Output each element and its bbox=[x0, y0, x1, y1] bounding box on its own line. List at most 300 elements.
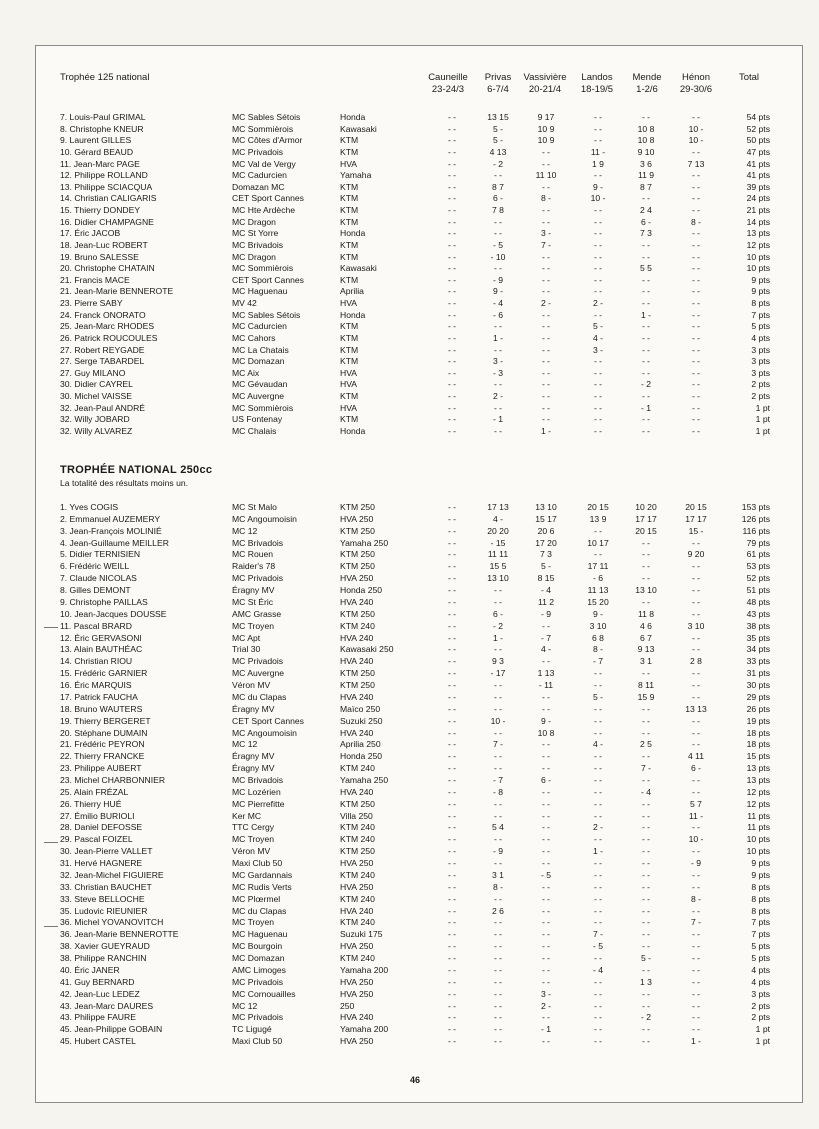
bike-name: Kawasaki 250 bbox=[340, 644, 394, 655]
race-result: 10 - bbox=[688, 123, 704, 134]
race-result: - - bbox=[641, 112, 651, 122]
race-result: 9 20 bbox=[687, 549, 705, 560]
rider-name: 5. Didier TERNISIEN bbox=[60, 549, 141, 560]
race-result: - - bbox=[691, 239, 701, 250]
club-name: MC Bourgoin bbox=[232, 941, 283, 952]
race-result: - - bbox=[593, 402, 603, 413]
race-result: - 7 bbox=[492, 775, 504, 785]
race-result: - - bbox=[493, 1000, 503, 1011]
club-name: MC Apt bbox=[232, 632, 261, 643]
race-result: - - bbox=[641, 703, 651, 714]
total-points: 1 pt bbox=[755, 426, 770, 436]
race-result: - - bbox=[593, 549, 603, 560]
race-result: 7 3 bbox=[540, 549, 552, 560]
total-points: 24 pts bbox=[746, 193, 770, 204]
club-name: TTC Cergy bbox=[232, 822, 275, 833]
club-name: MC Privadois bbox=[232, 1012, 284, 1023]
club-name: MC 12 bbox=[232, 739, 258, 750]
race-result: - - bbox=[691, 263, 701, 274]
bike-name: HVA 240 bbox=[340, 727, 374, 738]
total-points: 2 pts bbox=[751, 379, 770, 390]
club-name: MC Haguenau bbox=[232, 286, 288, 297]
rider-name: 32. Willy JOBARD bbox=[60, 414, 130, 425]
rider-name: 8. Christophe KNEUR bbox=[60, 123, 144, 134]
race-result: - - bbox=[447, 715, 457, 726]
race-result: - - bbox=[641, 810, 651, 821]
race-result: - - bbox=[593, 112, 603, 122]
bike-name: Kawasaki bbox=[340, 123, 377, 134]
race-result: 5 - bbox=[592, 321, 604, 332]
header-date: 23-24/3 bbox=[431, 84, 465, 95]
race-result: - - bbox=[593, 251, 603, 262]
total-points: 15 pts bbox=[746, 751, 770, 762]
club-name: Éragny MV bbox=[232, 751, 275, 762]
race-result: 9 3 bbox=[492, 656, 504, 667]
race-result: 3 10 bbox=[687, 620, 705, 631]
race-result: - - bbox=[493, 976, 503, 987]
table-row bbox=[0, 403, 819, 413]
table-row bbox=[0, 379, 819, 389]
race-result: - - bbox=[447, 620, 457, 631]
total-points: 61 pts bbox=[746, 549, 770, 560]
race-result: - - bbox=[447, 798, 457, 809]
race-result: - - bbox=[493, 953, 503, 964]
race-result: - - bbox=[541, 367, 551, 378]
race-result: - - bbox=[447, 964, 457, 975]
race-result: 10 8 bbox=[637, 123, 655, 134]
club-name: MC Lozérien bbox=[232, 786, 281, 797]
race-result: - - bbox=[541, 356, 551, 367]
rider-name: 14. Christian CALIGARIS bbox=[60, 193, 157, 204]
race-result: 3 - bbox=[540, 988, 552, 999]
race-result: - 4 bbox=[640, 786, 652, 797]
race-result: - - bbox=[493, 929, 503, 940]
race-result: - - bbox=[691, 632, 701, 643]
race-result: - - bbox=[593, 123, 603, 134]
bike-name: KTM bbox=[340, 344, 359, 355]
rider-name: 27. Émilio BURIOLI bbox=[60, 810, 135, 821]
race-result: 15 5 bbox=[489, 561, 507, 572]
race-result: - - bbox=[593, 391, 603, 402]
table-row bbox=[0, 414, 819, 424]
race-result: 7 - bbox=[640, 763, 652, 774]
race-result: - - bbox=[641, 929, 651, 940]
race-result: 20 15 bbox=[587, 502, 609, 512]
race-result: 1 - bbox=[640, 309, 652, 320]
bike-name: KTM 250 bbox=[340, 608, 375, 619]
total-points: 4 pts bbox=[751, 976, 770, 987]
bike-name: KTM 240 bbox=[340, 869, 375, 880]
total-points: 8 pts bbox=[751, 881, 770, 892]
race-result: 8 - bbox=[690, 893, 702, 904]
race-result: - - bbox=[541, 158, 551, 169]
bike-name: KTM 240 bbox=[340, 620, 375, 631]
race-result: - - bbox=[447, 917, 457, 928]
table-row bbox=[0, 514, 819, 524]
bike-name: Honda bbox=[340, 426, 366, 436]
race-result: 6 - bbox=[492, 608, 504, 619]
rider-name: 35. Ludovic RIEUNIER bbox=[60, 905, 148, 916]
race-result: 20 15 bbox=[635, 525, 657, 536]
table-row bbox=[0, 356, 819, 366]
header-total-label: Total bbox=[738, 72, 760, 83]
total-points: 14 pts bbox=[746, 216, 770, 227]
race-result: - - bbox=[541, 751, 551, 762]
total-points: 10 pts bbox=[746, 834, 770, 845]
race-result: 11 10 bbox=[535, 170, 557, 181]
race-result: - 7 bbox=[540, 632, 552, 643]
bike-name: Honda bbox=[340, 228, 366, 239]
race-result: - 7 bbox=[592, 656, 604, 667]
race-result: - - bbox=[447, 263, 457, 274]
race-result: - - bbox=[691, 309, 701, 320]
rider-name: 18. Jean-Luc ROBERT bbox=[60, 239, 148, 250]
race-result: - - bbox=[493, 727, 503, 738]
race-result: - - bbox=[447, 379, 457, 390]
table-row bbox=[0, 561, 819, 571]
table-row bbox=[0, 1012, 819, 1022]
race-result: - - bbox=[541, 810, 551, 821]
total-points: 34 pts bbox=[746, 644, 770, 655]
race-result: - 11 bbox=[538, 680, 554, 691]
race-result: - - bbox=[691, 941, 701, 952]
race-result: 10 8 bbox=[537, 727, 555, 738]
club-name: MC Troyen bbox=[232, 620, 275, 631]
race-result: 10 8 bbox=[637, 135, 655, 146]
race-result: - - bbox=[447, 525, 457, 536]
total-points: 18 pts bbox=[746, 727, 770, 738]
race-result: - - bbox=[493, 321, 503, 332]
club-name: MC Dragon bbox=[232, 251, 276, 262]
race-result: - - bbox=[691, 356, 701, 367]
table-row bbox=[0, 787, 819, 797]
race-result: - - bbox=[593, 810, 603, 821]
total-points: 26 pts bbox=[746, 703, 770, 714]
header-name: Hénon bbox=[682, 72, 710, 83]
total-points: 5 pts bbox=[751, 941, 770, 952]
header-mende bbox=[624, 72, 670, 96]
bike-name: HVA 240 bbox=[340, 632, 374, 643]
club-name: Véron MV bbox=[232, 680, 271, 691]
club-name: MC Brivadois bbox=[232, 775, 284, 785]
race-result: - - bbox=[593, 216, 603, 227]
race-result: 5 5 bbox=[640, 263, 652, 274]
table-row bbox=[0, 965, 819, 975]
race-result: 15 20 bbox=[587, 596, 609, 607]
bike-name: Honda bbox=[340, 309, 366, 320]
race-result: - 9 bbox=[540, 608, 552, 619]
race-result: 7 13 bbox=[687, 158, 705, 169]
total-points: 21 pts bbox=[746, 205, 770, 216]
race-result: - - bbox=[593, 239, 603, 250]
race-result: - - bbox=[691, 1012, 701, 1023]
race-result: - - bbox=[447, 298, 457, 309]
race-result: - - bbox=[447, 585, 457, 596]
race-result: - - bbox=[447, 869, 457, 880]
club-name: MC Troyen bbox=[232, 834, 275, 845]
race-result: - - bbox=[593, 1036, 603, 1047]
bike-name: HVA bbox=[340, 402, 358, 413]
race-result: - - bbox=[691, 367, 701, 378]
bike-name: Aprilia bbox=[340, 286, 364, 297]
table-row bbox=[0, 882, 819, 892]
page-number: 46 bbox=[409, 1075, 420, 1085]
race-result: - - bbox=[641, 251, 651, 262]
total-points: 7 pts bbox=[751, 917, 770, 928]
rider-name: 19. Bruno SALESSE bbox=[60, 251, 139, 262]
bike-name: Yamaha 200 bbox=[340, 1024, 389, 1035]
total-points: 3 pts bbox=[751, 367, 770, 378]
race-result: - - bbox=[641, 941, 651, 952]
race-result: 11 2 bbox=[537, 596, 555, 607]
rider-name: 24. Franck ONORATO bbox=[60, 309, 146, 320]
bike-name: KTM 250 bbox=[340, 525, 375, 536]
race-result: - - bbox=[447, 822, 457, 833]
rider-name: 21. Frédéric PEYRON bbox=[60, 739, 145, 750]
race-result: - - bbox=[447, 988, 457, 999]
bike-name: 250 bbox=[340, 1000, 355, 1011]
race-result: - - bbox=[593, 798, 603, 809]
race-result: - - bbox=[447, 286, 457, 297]
total-points: 3 pts bbox=[751, 356, 770, 367]
club-name: MC Gévaudan bbox=[232, 379, 288, 390]
bike-name: HVA 250 bbox=[340, 573, 374, 584]
rider-name: 29. Pascal FOIZEL bbox=[60, 834, 133, 845]
total-points: 4 pts bbox=[751, 964, 770, 975]
total-points: 33 pts bbox=[746, 656, 770, 667]
race-result: 3 - bbox=[592, 344, 604, 355]
race-result: - - bbox=[641, 537, 651, 548]
bike-name: KTM bbox=[340, 135, 359, 146]
table-row bbox=[0, 775, 819, 785]
race-result: - - bbox=[691, 181, 701, 192]
race-result: - - bbox=[641, 798, 651, 809]
table-row bbox=[0, 159, 819, 169]
race-result: 5 - bbox=[492, 135, 504, 146]
race-result: - - bbox=[447, 596, 457, 607]
rider-name: 27. Robert REYGADE bbox=[60, 344, 145, 355]
race-result: 10 - bbox=[590, 193, 606, 204]
bike-name: HVA bbox=[340, 379, 358, 390]
race-result: - 4 bbox=[492, 298, 504, 309]
club-name: MC Troyen bbox=[232, 917, 275, 928]
header-name: Cauneille bbox=[428, 72, 468, 83]
club-name: MC Privadois bbox=[232, 976, 284, 987]
race-result: - - bbox=[641, 239, 651, 250]
total-points: 7 pts bbox=[751, 929, 770, 940]
race-result: - - bbox=[593, 727, 603, 738]
rider-name: 10. Jean-Jacques DOUSSE bbox=[60, 608, 167, 619]
race-result: - - bbox=[447, 905, 457, 916]
race-result: - - bbox=[641, 426, 651, 436]
race-result: - - bbox=[691, 561, 701, 572]
section2-subtitle: La totalité des résultats moins un. bbox=[60, 478, 189, 488]
race-result: - - bbox=[691, 715, 701, 726]
race-result: - - bbox=[541, 274, 551, 285]
race-result: 4 - bbox=[592, 332, 604, 343]
race-result: 3 1 bbox=[640, 656, 652, 667]
bike-name: KTM bbox=[340, 332, 359, 343]
bike-name: Suzuki 250 bbox=[340, 715, 383, 726]
race-result: - - bbox=[447, 344, 457, 355]
race-result: - - bbox=[493, 810, 503, 821]
race-result: - - bbox=[691, 953, 701, 964]
club-name: Éragny MV bbox=[232, 763, 275, 774]
club-name: MV 42 bbox=[232, 298, 257, 309]
bike-name: KTM 240 bbox=[340, 917, 375, 928]
race-result: - - bbox=[593, 170, 603, 181]
rider-name: 12. Philippe ROLLAND bbox=[60, 170, 148, 181]
rider-name: 28. Daniel DEFOSSE bbox=[60, 822, 143, 833]
table-row bbox=[0, 263, 819, 273]
race-result: - - bbox=[691, 228, 701, 239]
rider-name: 36. Jean-Marie BENNEROTTE bbox=[60, 929, 179, 940]
club-name: CET Sport Cannes bbox=[232, 274, 304, 285]
race-result: - - bbox=[541, 905, 551, 916]
total-points: 39 pts bbox=[746, 181, 770, 192]
race-result: - - bbox=[447, 608, 457, 619]
bike-name: Honda bbox=[340, 112, 366, 122]
bike-name: KTM bbox=[340, 216, 359, 227]
club-name: MC Brivadois bbox=[232, 239, 284, 250]
race-result: 6 7 bbox=[640, 632, 652, 643]
table-row bbox=[0, 716, 819, 726]
race-result: 6 - bbox=[540, 775, 552, 785]
bike-name: HVA 250 bbox=[340, 858, 374, 869]
race-result: - - bbox=[493, 1036, 503, 1047]
table-row bbox=[0, 870, 819, 880]
race-result: - - bbox=[493, 344, 503, 355]
rider-name: 10. Gérard BEAUD bbox=[60, 146, 134, 157]
race-result: 1 13 bbox=[537, 668, 555, 679]
race-result: 2 4 bbox=[640, 205, 652, 216]
table-row bbox=[0, 333, 819, 343]
race-result: - - bbox=[447, 205, 457, 216]
race-result: 15 9 bbox=[637, 691, 655, 702]
table-row bbox=[0, 953, 819, 963]
race-result: - - bbox=[691, 964, 701, 975]
race-result: 4 13 bbox=[489, 146, 507, 157]
race-result: - - bbox=[493, 644, 503, 655]
race-result: 9 - bbox=[540, 715, 552, 726]
race-result: - - bbox=[641, 549, 651, 560]
race-result: 8 7 bbox=[640, 181, 652, 192]
race-result: - - bbox=[493, 917, 503, 928]
race-result: - - bbox=[641, 286, 651, 297]
rider-name: 32. Jean-Michel FIGUIERE bbox=[60, 869, 164, 880]
rider-name: 23. Michel CHARBONNIER bbox=[60, 775, 166, 785]
table-row bbox=[0, 739, 819, 749]
rider-name: 19. Thierry BERGERET bbox=[60, 715, 151, 726]
club-name: Maxi Club 50 bbox=[232, 1036, 283, 1047]
bike-name: Suzuki 175 bbox=[340, 929, 383, 940]
total-points: 53 pts bbox=[746, 561, 770, 572]
race-result: - 9 bbox=[492, 846, 504, 857]
rider-name: 33. Christian BAUCHET bbox=[60, 881, 152, 892]
rider-name: 38. Philippe RANCHIN bbox=[60, 953, 147, 964]
race-result: 2 - bbox=[540, 298, 552, 309]
total-points: 38 pts bbox=[746, 620, 770, 631]
race-result: - - bbox=[541, 656, 551, 667]
race-result: - 2 bbox=[640, 379, 652, 390]
race-result: - 17 bbox=[490, 668, 506, 679]
race-result: - - bbox=[691, 205, 701, 216]
race-result: - - bbox=[691, 146, 701, 157]
rider-name: 9. Christophe PAILLAS bbox=[60, 596, 148, 607]
race-result: - - bbox=[541, 976, 551, 987]
rider-name: 11. Jean-Marc PAGE bbox=[60, 158, 140, 169]
margin-mark bbox=[44, 926, 58, 927]
total-points: 12 pts bbox=[746, 798, 770, 809]
race-result: 20 6 bbox=[537, 525, 555, 536]
race-result: 2 6 bbox=[492, 905, 504, 916]
race-result: - - bbox=[447, 561, 457, 572]
margin-mark bbox=[44, 842, 58, 843]
table-row bbox=[0, 275, 819, 285]
race-result: - - bbox=[447, 644, 457, 655]
race-result: - - bbox=[691, 112, 701, 122]
club-name: MC Privadois bbox=[232, 573, 284, 584]
table-row bbox=[0, 894, 819, 904]
bike-name: Villa 250 bbox=[340, 810, 373, 821]
race-result: - - bbox=[541, 1036, 551, 1047]
club-name: Maxi Club 50 bbox=[232, 858, 283, 869]
race-result: - - bbox=[447, 893, 457, 904]
race-result: - - bbox=[691, 869, 701, 880]
race-result: 17 17 bbox=[635, 513, 657, 524]
rider-name: 30. Didier CAYREL bbox=[60, 379, 133, 390]
rider-name: 31. Hervé HAGNERE bbox=[60, 858, 143, 869]
header-landos bbox=[572, 72, 622, 96]
table-row bbox=[0, 644, 819, 654]
race-result: - - bbox=[447, 739, 457, 750]
race-result: - - bbox=[641, 367, 651, 378]
race-result: - - bbox=[541, 321, 551, 332]
race-result: - - bbox=[493, 1024, 503, 1035]
rider-name: 16. Éric MARQUIS bbox=[60, 680, 132, 691]
race-result: 17 17 bbox=[685, 513, 707, 524]
race-result: - - bbox=[541, 846, 551, 857]
race-result: 3 6 bbox=[640, 158, 652, 169]
club-name: CET Sport Cannes bbox=[232, 193, 304, 204]
race-result: 15 - bbox=[688, 525, 704, 536]
rider-name: 6. Frédéric WEILL bbox=[60, 561, 130, 572]
race-result: - - bbox=[447, 929, 457, 940]
race-result: - - bbox=[447, 274, 457, 285]
race-result: - - bbox=[447, 1024, 457, 1035]
race-result: 7 - bbox=[592, 929, 604, 940]
club-name: MC 12 bbox=[232, 525, 258, 536]
total-points: 8 pts bbox=[751, 893, 770, 904]
race-result: - - bbox=[447, 239, 457, 250]
total-points: 1 pt bbox=[755, 1036, 770, 1047]
race-result: - - bbox=[493, 170, 503, 181]
total-points: 41 pts bbox=[746, 170, 770, 181]
race-result: - - bbox=[691, 929, 701, 940]
race-result: - - bbox=[447, 537, 457, 548]
table-row bbox=[0, 182, 819, 192]
race-result: 9 - bbox=[492, 286, 504, 297]
bike-name: HVA 250 bbox=[340, 976, 374, 987]
club-name: MC Côtes d'Armor bbox=[232, 135, 303, 146]
race-result: - - bbox=[447, 834, 457, 845]
rider-name: 14. Christian RIOU bbox=[60, 656, 133, 667]
race-result: 17 13 bbox=[487, 502, 509, 512]
race-result: 11 11 bbox=[487, 549, 509, 560]
total-points: 4 pts bbox=[751, 332, 770, 343]
total-points: 153 pts bbox=[741, 502, 770, 512]
table-row bbox=[0, 573, 819, 583]
